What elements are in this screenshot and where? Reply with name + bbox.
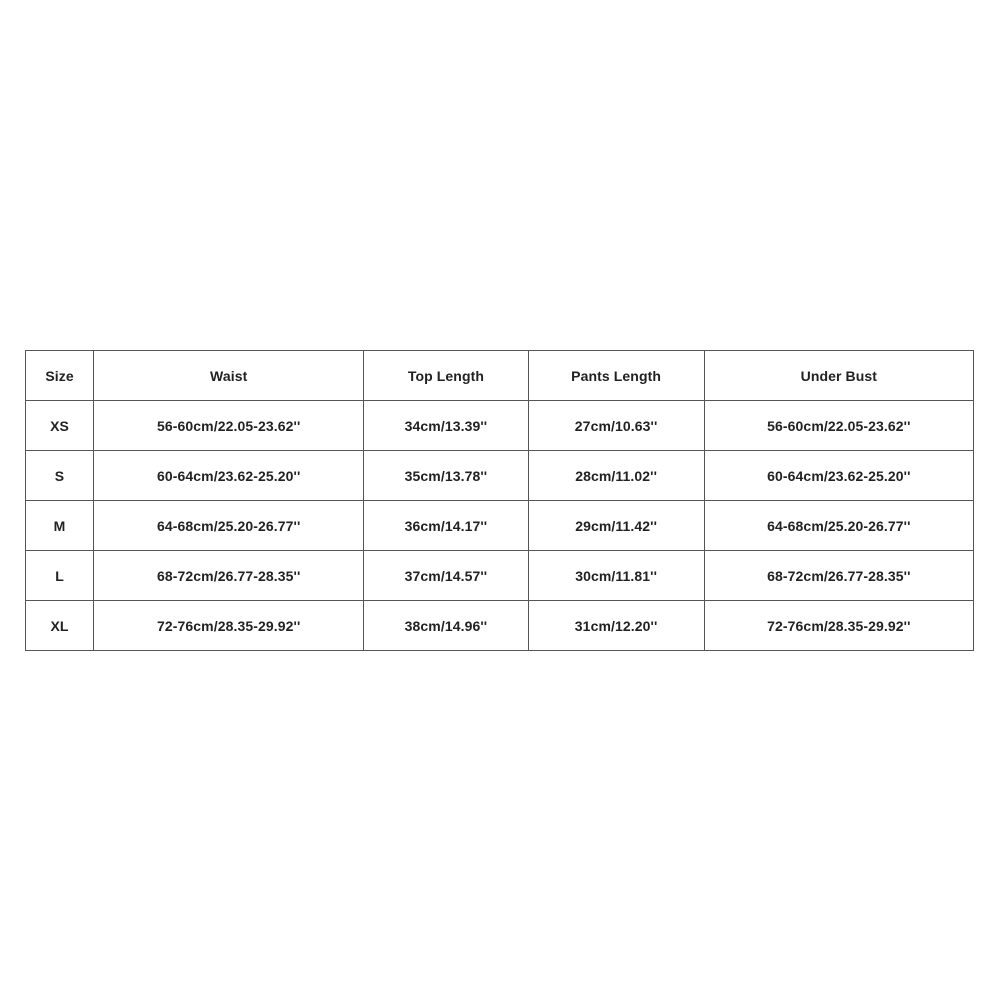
cell-top-length: 35cm/13.78'' [364,451,528,501]
cell-waist: 60-64cm/23.62-25.20'' [94,451,364,501]
cell-under-bust: 72-76cm/28.35-29.92'' [704,601,973,651]
cell-pants-length: 31cm/12.20'' [528,601,704,651]
header-under-bust: Under Bust [704,351,973,401]
header-size: Size [26,351,94,401]
table-row [26,551,974,601]
cell-waist: 56-60cm/22.05-23.62'' [94,401,364,451]
cell-under-bust: 56-60cm/22.05-23.62'' [704,401,973,451]
table-row [26,451,974,501]
cell-size: XS [26,401,94,451]
cell-under-bust: 60-64cm/23.62-25.20'' [704,451,973,501]
cell-size: M [26,501,94,551]
cell-pants-length: 29cm/11.42'' [528,501,704,551]
cell-top-length: 36cm/14.17'' [364,501,528,551]
table-row [26,501,974,551]
cell-waist: 64-68cm/25.20-26.77'' [94,501,364,551]
header-waist: Waist [94,351,364,401]
cell-top-length: 34cm/13.39'' [364,401,528,451]
cell-size: L [26,551,94,601]
cell-top-length: 38cm/14.96'' [364,601,528,651]
size-chart-table [25,350,974,651]
table-row [26,601,974,651]
table-row [26,401,974,451]
cell-waist: 72-76cm/28.35-29.92'' [94,601,364,651]
cell-top-length: 37cm/14.57'' [364,551,528,601]
cell-under-bust: 68-72cm/26.77-28.35'' [704,551,973,601]
cell-pants-length: 30cm/11.81'' [528,551,704,601]
table-header-row [26,351,974,401]
cell-size: S [26,451,94,501]
cell-waist: 68-72cm/26.77-28.35'' [94,551,364,601]
cell-under-bust: 64-68cm/25.20-26.77'' [704,501,973,551]
cell-pants-length: 28cm/11.02'' [528,451,704,501]
header-top-length: Top Length [364,351,528,401]
cell-size: XL [26,601,94,651]
cell-pants-length: 27cm/10.63'' [528,401,704,451]
header-pants-length: Pants Length [528,351,704,401]
